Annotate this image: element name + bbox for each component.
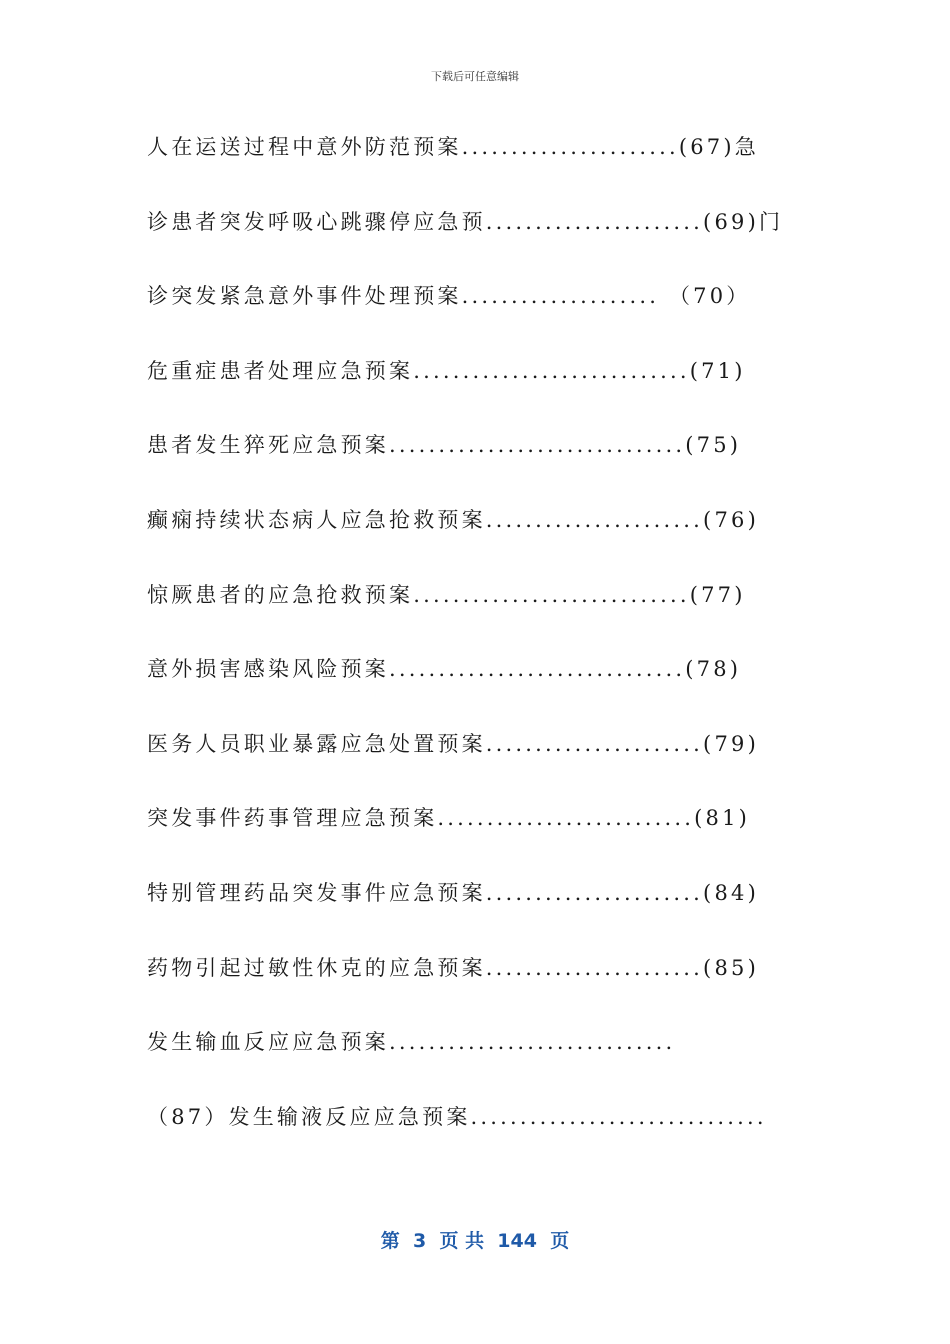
toc-entry[interactable]: 意外损害感染风险预案..............................(78) — [147, 657, 742, 682]
toc-entry[interactable]: （87）发生输液反应应急预案.............................. — [147, 1104, 767, 1129]
toc-entry[interactable]: 诊突发紧急意外事件处理预案.................... （70） — [147, 284, 751, 309]
toc-entry[interactable]: 患者发生猝死应急预案..............................(75) — [147, 433, 742, 458]
page-number: 第 3 页 共 144 页 — [380, 1230, 570, 1252]
toc-entry[interactable]: 人在运送过程中意外防范预案......................(67)急 — [147, 135, 759, 159]
toc-entry[interactable]: 突发事件药事管理应急预案..........................(81) — [147, 806, 751, 831]
toc-entry[interactable]: 发生输血反应应急预案............................. — [147, 1030, 676, 1055]
toc-entry[interactable]: 药物引起过敏性休克的应急预案......................(85) — [147, 955, 759, 980]
toc-entry[interactable]: 惊厥患者的应急抢救预案............................(77) — [147, 582, 746, 607]
toc-entry[interactable]: 特别管理药品突发事件应急预案......................(84) — [147, 880, 759, 905]
toc-entry[interactable]: 医务人员职业暴露应急处置预案......................(79) — [147, 731, 759, 756]
toc-entry[interactable]: 诊患者突发呼吸心跳骤停应急预......................(69)门 — [147, 209, 784, 234]
table-of-contents — [147, 128, 827, 1172]
toc-entry[interactable]: 癫痫持续状态病人应急抢救预案......................(76) — [147, 507, 759, 532]
download-note: 下载后可任意编辑 — [431, 70, 519, 83]
toc-entry[interactable]: 危重症患者处理应急预案............................(71) — [147, 358, 746, 383]
